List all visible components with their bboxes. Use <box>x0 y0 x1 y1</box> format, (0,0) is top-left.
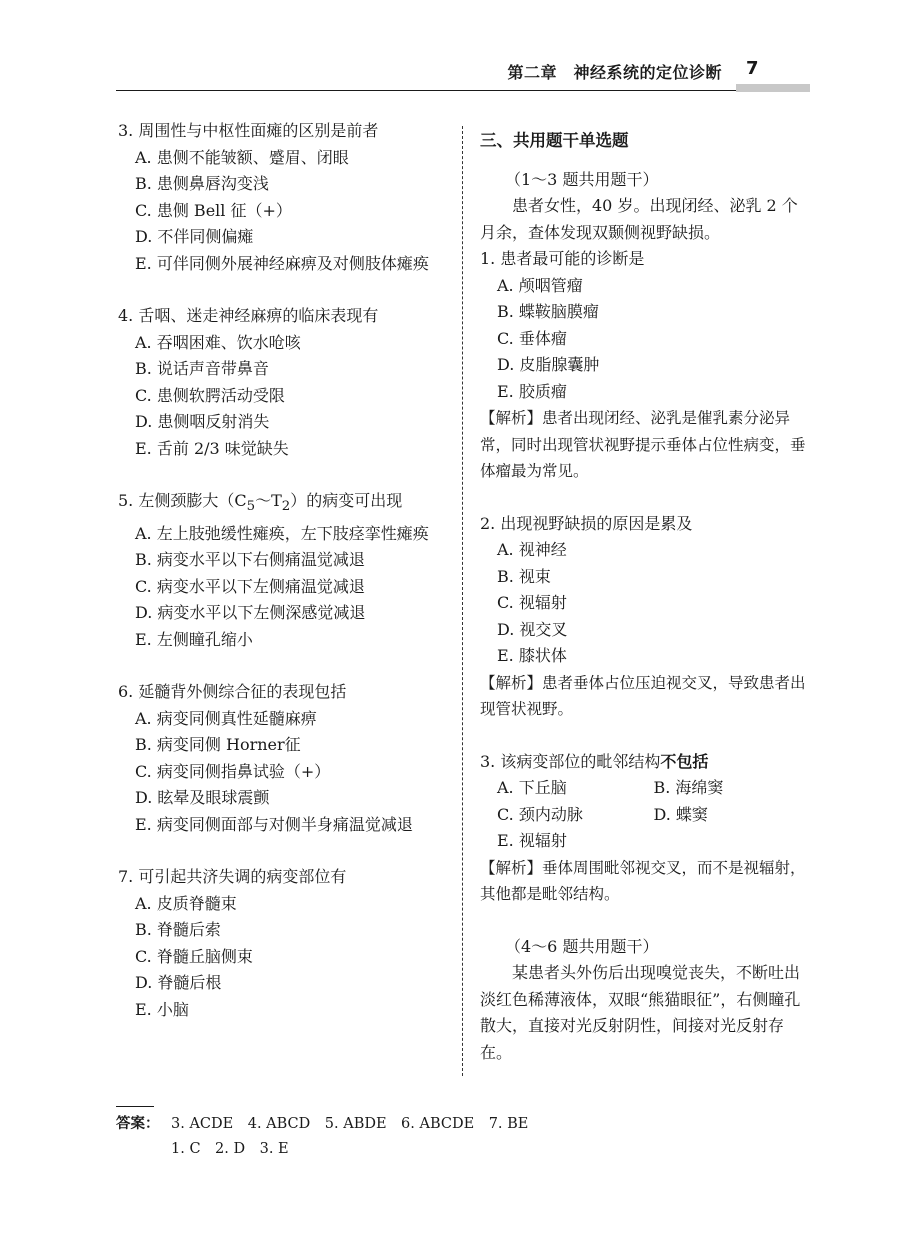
left-column <box>118 118 450 1049</box>
option-a: A. 患侧不能皱额、蹙眉、闭眼 <box>135 147 349 167</box>
question-3 <box>118 118 450 277</box>
column-divider <box>462 126 463 1076</box>
question-stem: 2. 出现视野缺损的原因是累及 <box>480 513 693 533</box>
question-stem <box>480 749 810 776</box>
question-3-shared <box>480 749 810 908</box>
answer-line: 1. C 2. D 3. E <box>171 1141 289 1157</box>
analysis-text: 垂体周围毗邻视交叉，而不是视辐射，其他都是毗邻结构。 <box>480 858 806 903</box>
option-c: C. 颈内动脉 <box>497 804 583 824</box>
option-e: E. 舌前 2/3 味觉缺失 <box>135 438 289 458</box>
analysis-text: 患者出现闭经、泌乳是催乳素分泌异常，同时出现管状视野提示垂体占位性病变，垂体瘤最为常见。 <box>480 409 806 480</box>
option-a: A. 下丘脑 <box>497 778 567 797</box>
question-6 <box>118 679 450 838</box>
answer-label: 答案： <box>116 1116 160 1132</box>
analysis <box>480 670 810 723</box>
question-stem <box>118 488 450 521</box>
shared-stem-label: （4～6 题共用题干） <box>505 936 659 956</box>
option-b: B. 病变水平以下右侧痛温觉减退 <box>135 550 365 570</box>
option-d: D. 眩晕及眼球震颤 <box>135 788 270 808</box>
question-1 <box>480 246 810 485</box>
option-e: E. 可伴同侧外展神经麻痹及对侧肢体瘫痪 <box>135 253 429 273</box>
question-stem: 1. 患者最可能的诊断是 <box>480 249 645 268</box>
option-e: E. 小脑 <box>135 999 189 1019</box>
stem-prefix: 5. 左侧颈膨大（C <box>118 491 247 510</box>
option-c: C. 脊髓丘脑侧束 <box>135 946 253 966</box>
page-number: 7 <box>746 58 759 79</box>
option-b: B. 蝶鞍脑膜瘤 <box>497 302 599 321</box>
option-b: B. 脊髓后索 <box>135 920 221 940</box>
option-d: D. 脊髓后根 <box>135 973 222 993</box>
analysis <box>480 855 810 908</box>
question-stem: 3. 周围性与中枢性面瘫的区别是前者 <box>118 121 379 140</box>
option-a: A. 吞咽困难、饮水呛咳 <box>135 332 301 352</box>
option-e: E. 左侧瞳孔缩小 <box>135 629 253 649</box>
question-stem: 6. 延髓背外侧综合征的表现包括 <box>118 682 347 702</box>
option-row <box>480 775 810 802</box>
option-c: C. 病变水平以下左侧痛温觉减退 <box>135 576 365 596</box>
analysis-tag: 【解析】 <box>480 673 543 692</box>
option-a: A. 病变同侧真性延髓麻痹 <box>135 708 317 728</box>
option-e: E. 病变同侧面部与对侧半身痛温觉减退 <box>135 814 413 834</box>
option-a: A. 皮质脊髓束 <box>135 893 237 913</box>
option-a: A. 视神经 <box>497 540 567 559</box>
option-b: B. 病变同侧 Horner征 <box>135 735 301 755</box>
header-rule <box>116 58 736 91</box>
stem-emphasis: 不包括 <box>660 751 709 771</box>
option-a: A. 颅咽管瘤 <box>497 275 583 295</box>
option-c: C. 垂体瘤 <box>497 328 567 348</box>
right-column <box>480 118 810 1066</box>
question-stem: 7. 可引起共济失调的病变部位有 <box>118 867 347 887</box>
question-2 <box>480 511 810 723</box>
option-d: D. 视交叉 <box>497 619 568 639</box>
stem-text: 3. 该病变部位的毗邻结构 <box>480 751 661 771</box>
answer-text: 3. ACDE 4. ABCD 5. ABDE 6. ABCDE 7. BE <box>171 1116 529 1132</box>
option-b: B. 视束 <box>497 566 551 586</box>
stem-subscript-1: 5 <box>246 499 256 515</box>
header-accent-bar <box>736 84 810 92</box>
option-e: E. 膝状体 <box>497 646 567 665</box>
option-row <box>480 802 810 829</box>
shared-stem-label: （1～3 题共用题干） <box>505 169 659 189</box>
stem-subscript-2: 2 <box>281 499 291 515</box>
option-c: C. 病变同侧指鼻试验（+） <box>135 761 331 781</box>
answer-key <box>116 1112 528 1162</box>
section-title: 三、共用题干单选题 <box>480 131 629 150</box>
option-e: E. 胶质瘤 <box>497 381 567 401</box>
option-d: D. 病变水平以下左侧深感觉减退 <box>135 603 366 623</box>
option-c: C. 视辐射 <box>497 593 567 612</box>
option-b: B. 海绵窦 <box>653 778 724 797</box>
option-e: E. 视辐射 <box>497 831 567 850</box>
option-b: B. 患侧鼻唇沟变浅 <box>135 174 269 193</box>
answers-rule <box>116 1106 154 1107</box>
option-c: C. 患侧 Bell 征（+） <box>135 200 292 220</box>
option-d: D. 患侧咽反射消失 <box>135 412 270 431</box>
analysis-tag: 【解析】 <box>480 409 543 427</box>
shared-stem-text: 某患者头外伤后出现嗅觉丧失，不断吐出淡红色稀薄液体，双眼“熊猫眼征”，右侧瞳孔散大，直接对光反射阴性，间接对光反射存在。 <box>480 963 801 1062</box>
option-c: C. 患侧软腭活动受限 <box>135 385 285 405</box>
stem-suffix: ）的病变可出现 <box>290 491 403 510</box>
question-7 <box>118 864 450 1023</box>
option-d: D. 皮脂腺囊肿 <box>497 355 600 374</box>
answer-line <box>116 1112 528 1137</box>
option-a: A. 左上肢弛缓性瘫痪，左下肢痉挛性瘫痪 <box>135 523 429 543</box>
analysis-tag: 【解析】 <box>480 858 543 877</box>
chapter-title: 第二章 神经系统的定位诊断 <box>507 63 722 82</box>
option-d: D. 不伴同侧偏瘫 <box>135 227 254 246</box>
stem-middle: ～T <box>255 491 282 510</box>
question-4 <box>118 303 450 462</box>
shared-stem-text: 患者女性，40 岁。出现闭经、泌乳 2 个月余，查体发现双颞侧视野缺损。 <box>480 196 798 242</box>
analysis-text: 患者垂体占位压迫视交叉，导致患者出现管状视野。 <box>480 673 806 718</box>
option-d: D. 蝶窦 <box>653 804 708 824</box>
question-5 <box>118 488 450 653</box>
analysis <box>480 405 810 485</box>
option-b: B. 说话声音带鼻音 <box>135 359 269 378</box>
question-stem: 4. 舌咽、迷走神经麻痹的临床表现有 <box>118 306 379 325</box>
